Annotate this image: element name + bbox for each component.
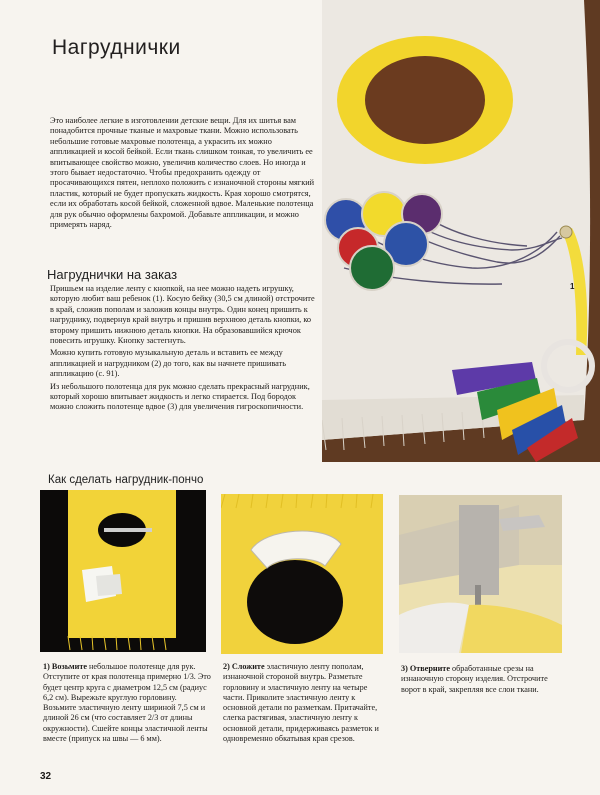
page-title: Нагруднички (52, 36, 181, 59)
paragraph-1: Пришьем на изделие ленту с кнопкой, на нее можно надеть игрушку, которую любит ваш ребенок (1). Косую бейку (30,5 см длиной) отстрочите в край, сложив пополам и заложив концы внутрь. Один конец пришить к нагруднику, подвернув край внутрь и пришив верхнюю деталь кнопки, ко второму пришить нижнюю деталь кнопки. На образовавшийся крючок повесить игрушку. Кнопку застегнуть. (50, 284, 315, 346)
step-2-text: эластичную ленту пополам, изнаночной стороной внутрь. Разметьте горловину и эластичную ленту на четыре части. Приколите эластичную ленту к основной детали по разметкам. Притачайте, слегка растягивая, эластичную ленту к основной детали, придерживаясь разметок и одновременно обкатывая края срезов. (223, 662, 379, 744)
main-bib-photo (322, 0, 600, 462)
bib-illustration (322, 0, 600, 462)
step-1-photo (40, 490, 206, 652)
paragraph-2: Можно купить готовую музыкальную деталь и вставить ее между аппликацией и нагрудником (2) до того, как вы начнете пришивать аппликацию (с. 91). (50, 348, 287, 379)
paragraph-3: Из небольшого полотенца для рук можно сделать прекрасный нагрудник, который хорошо впитывает жидкость и легко стирается. Под бородок можно сложить полотенце вдвое (3) для увеличения гигроскопичности. (50, 381, 310, 412)
step-1-text: небольшое полотенце для рук. Отступите от края полотенца примерно 1/3. Это будет центр круга с диаметром 12,5 см (радиус 6,2 см). Вырежьте круглую горловину. Возьмите эластичную ленту шириной 7,5 см и длиной 26 см (что составляет 2/3 от длины окружности). Сшейте концы эластичной ленты вместе (припуск на швы — 6 мм). (43, 662, 211, 744)
step-2-caption (223, 662, 388, 744)
neckband-illustration (221, 494, 383, 654)
how-to-heading: Как сделать нагрудник-пончо (48, 474, 204, 486)
section-body (50, 284, 320, 415)
step-3-lead: 3) Отверните (401, 664, 450, 673)
intro-paragraph: Это наиболее легкие в изготовлении детские вещи. Для их шитья вам понадобится прочные тканые и махровые ткани. Можно использовать небольшие готовые махровые полотенца, а украсить их можно аппликацией и косой бейкой. Если ткань слишком тонкая, то увеличить ее впитывающее свойство можно, увеличив количество слоев. Но иногда и этого бывает недостаточно. Чтобы предохранить одежду от просачивающихся пятен, неплохо положить с изнаночной стороны мягкий пластик, который не будет пропускать жидкость. Края хорошо смотрятся, если их обработать косой бейкой, сложенной вдвое. Маленькие полотенца для рук обычно оформлены бахромой. Добавьте аппликации, и можно примерять наряд. (50, 116, 315, 230)
step-3-photo (399, 495, 562, 653)
photo-label-1: 1 (570, 282, 575, 291)
sewing-machine-illustration (399, 495, 562, 653)
step-2-lead: 2) Сложите (223, 662, 265, 671)
towel-cut-illustration (40, 490, 206, 652)
step-2-photo (221, 494, 383, 654)
step-1-caption (43, 662, 211, 744)
page-number: 32 (40, 771, 52, 782)
step-3-caption (401, 664, 566, 695)
section-heading: Нагруднички на заказ (47, 267, 178, 282)
step-1-lead: 1) Возьмите (43, 662, 87, 671)
step-3-text: обработанные срезы на изнаночную сторону изделия. Отстрочите ворот в край, закрепляя все слои ткани. (401, 664, 548, 694)
